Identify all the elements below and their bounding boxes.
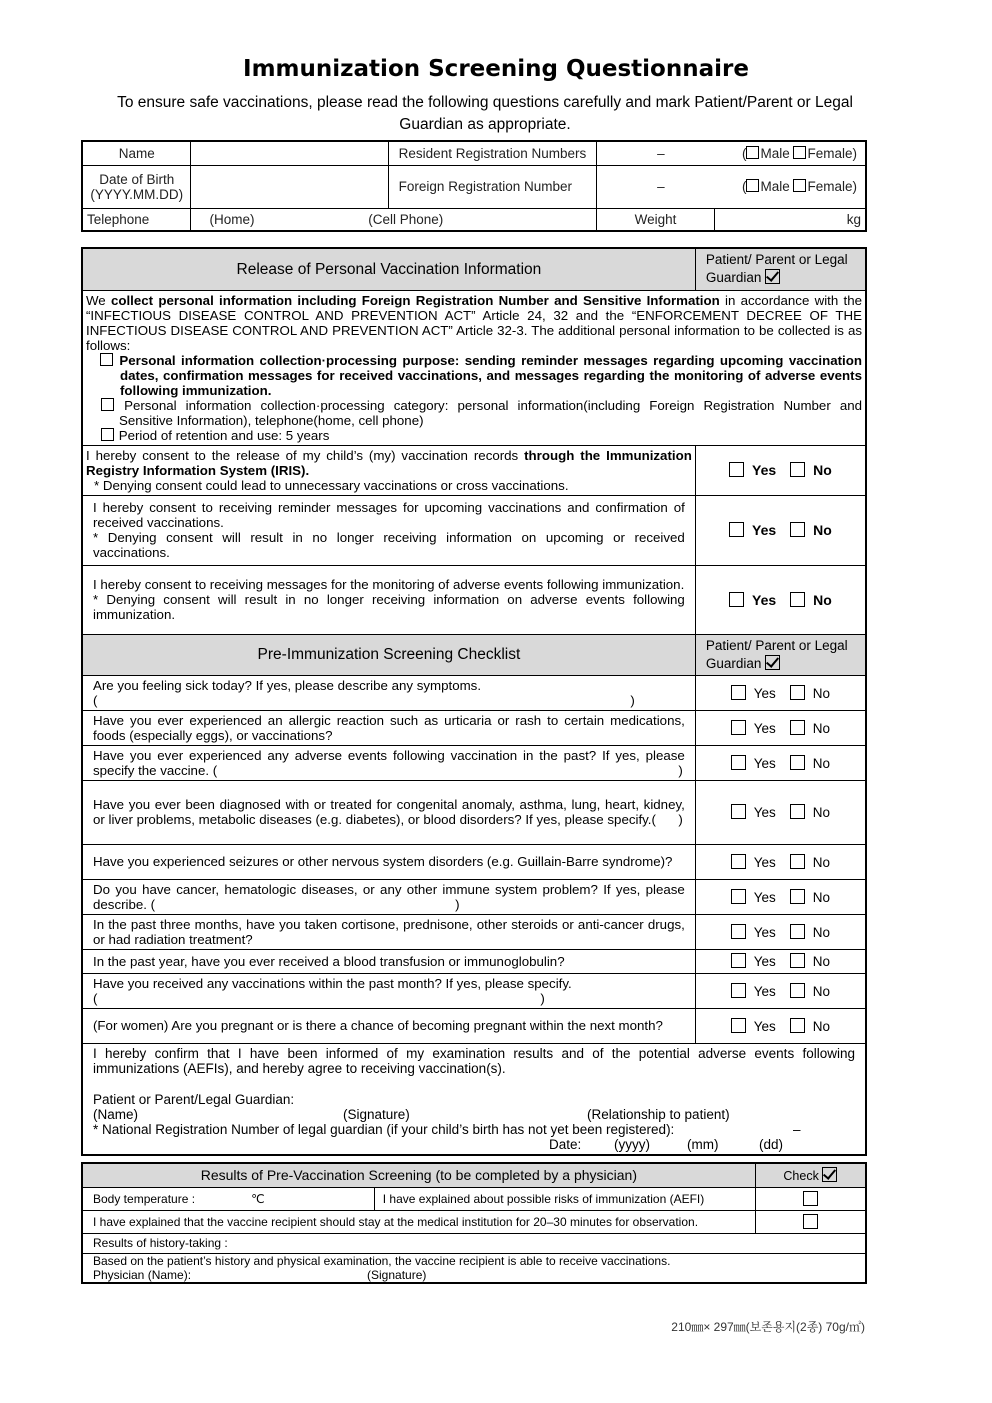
female-label: Female <box>807 179 853 194</box>
consent-reminder-no-checkbox[interactable] <box>790 522 805 537</box>
question-10-yes-no: Yes No <box>695 1008 866 1043</box>
results-header: Results of Pre-Vaccination Screening (to be completed by a physician) <box>82 1163 755 1187</box>
release-item-category: Personal information collection·processing category: personal information(including Foreign Registration Number and Sensitive Information), telephone(home, cell phone) <box>86 398 862 428</box>
question-2-yes-no: Yes No <box>695 710 866 745</box>
item-purpose-checkbox[interactable] <box>100 353 113 366</box>
frn-sex-select: ( Male Female) <box>741 179 857 194</box>
consent-reminder-yes-checkbox[interactable] <box>729 522 744 537</box>
explained-risks-cell <box>755 1187 866 1210</box>
telephone-label: Telephone <box>82 208 191 231</box>
guardian-label: Patient or Parent/Legal Guardian: <box>93 1091 295 1107</box>
confirmation-block <box>82 1043 866 1155</box>
question-10: (For women) Are you pregnant or is there a chance of becoming pregnant within the next month? <box>82 1008 695 1043</box>
consent-reminder-yes-no: Yes No <box>695 495 866 565</box>
checklist-header: Pre-Immunization Screening Checklist <box>82 634 695 675</box>
rrn-field[interactable] <box>597 141 866 165</box>
dob-label: Date of Birth (YYYY.MM.DD) <box>82 165 191 208</box>
results-check-header: Check <box>755 1163 866 1187</box>
q5-no-checkbox[interactable] <box>790 854 805 869</box>
q5-yes-checkbox[interactable] <box>731 854 746 869</box>
nrn-line[interactable]: * National Registration Number of legal guardian (if your child’s birth has not yet been registered): – <box>93 1121 801 1137</box>
kg-unit: kg <box>846 211 861 227</box>
signature-line[interactable]: (Name) (Signature) (Relationship to patient) <box>93 1106 730 1122</box>
release-info-text: We collect personal information including Foreign Registration Number and Sensitive Information in accordance with the “INFECTIOUS DISEASE CONTROL AND PREVENTION ACT” Article 24, 32 and the “ENFORCEMENT DECREE OF THE INFECTIOUS DISEASE CONTROL AND PREVENTION ACT” Article 32-3. The additional personal information to be collected is as follows: Personal information collection·processing purpose: sending reminder messages regarding upcoming vaccination dates, confirmation messages for received vaccinations, and messages regarding the monitoring of adverse events following immunization. Personal information collection·processing category: personal information(including Foreign Registration Number and Sensitive Information), telephone(home, cell phone) Period of retention and use: 5 years <box>82 290 866 445</box>
frn-label: Foreign Registration Number <box>388 165 597 208</box>
question-2: Have you ever experienced an allergic reaction such as urticaria or rash to certain medications, foods (especially eggs), or vaccinations? <box>82 710 695 745</box>
question-6: Do you have cancer, hematologic diseases, or any other immune system problem? If yes, please describe. ( ) <box>82 879 695 914</box>
physician-results-table <box>81 1162 867 1284</box>
q4-no-checkbox[interactable] <box>790 804 805 819</box>
dob-field[interactable] <box>191 165 388 208</box>
q9-no-checkbox[interactable] <box>790 983 805 998</box>
consent-iris-no-checkbox[interactable] <box>790 462 805 477</box>
female-label: Female <box>807 145 853 161</box>
frn-male-checkbox[interactable] <box>746 179 759 192</box>
physician-signature-line[interactable]: Physician (Name): (Signature) <box>93 1267 427 1282</box>
release-item-purpose: Personal information collection·processing purpose: sending reminder messages regarding upcoming vaccination dates, confirmation messages for received vaccinations, and messages regarding the monitoring of adverse events following immunization. <box>86 353 862 398</box>
weight-label: Weight <box>597 208 715 231</box>
q3-no-checkbox[interactable] <box>790 755 805 770</box>
consent-iris-yes-no: Yes No <box>695 445 866 495</box>
question-4: Have you ever been diagnosed with or treated for congenital anomaly, asthma, lung, heart, kidney, or liver problems, metabolic diseases (e.g. diabetes), or blood disorders? If yes, please specify.( ) <box>82 780 695 844</box>
question-9: Have you received any vaccinations within the past month? If yes, please specify. ( ) <box>82 973 695 1008</box>
q8-yes-checkbox[interactable] <box>731 953 746 968</box>
body-temperature-field[interactable]: Body temperature : ℃ <box>82 1187 374 1210</box>
q3-yes-checkbox[interactable] <box>731 755 746 770</box>
question-5-yes-no: Yes No <box>695 844 866 879</box>
consent-iris-yes-checkbox[interactable] <box>729 462 744 477</box>
consent-adverse: I hereby consent to receiving messages for the monitoring of adverse events following immunization. * Denying consent will result in no longer receiving information on adverse events following immunization. <box>82 565 695 634</box>
weight-field[interactable] <box>714 208 866 231</box>
page-subtitle: To ensure safe vaccinations, please read the following questions carefully and mark Patient/Parent or Legal Guardian as appropriate. <box>117 94 853 133</box>
q6-no-checkbox[interactable] <box>790 889 805 904</box>
explained-risks-label: I have explained about possible risks of immunization (AEFI) <box>374 1187 755 1210</box>
confirmation-text: I hereby confirm that I have been informed of my examination results and of the potential adverse events following immunizations (AEFIs), and hereby agree to receiving vaccination(s). <box>93 1045 855 1076</box>
question-3: Have you ever experienced any adverse events following vaccination in the past? If yes, please specify the vaccine. ( ) <box>82 745 695 780</box>
q9-yes-checkbox[interactable] <box>731 983 746 998</box>
physician-approval: Based on the patient’s history and physical examination, the vaccine recipient is able to receive vaccinations. Physician (Name): (Signature) <box>82 1253 866 1283</box>
male-label: Male <box>760 179 790 194</box>
checkmark-icon <box>765 655 780 670</box>
frn-field[interactable] <box>597 165 866 208</box>
rrn-sex-select: ( Male Female) <box>741 145 857 161</box>
consent-reminder: I hereby consent to receiving reminder messages for upcoming vaccinations and confirmation of received vaccinations. * Denying consent will result in no longer receiving information on upcoming or received vaccinations. <box>82 495 695 565</box>
rrn-female-checkbox[interactable] <box>793 146 806 159</box>
item-retention-checkbox[interactable] <box>101 428 114 441</box>
release-header: Release of Personal Vaccination Information <box>82 248 695 290</box>
release-item-retention: Period of retention and use: 5 years <box>86 428 862 443</box>
question-7-yes-no: Yes No <box>695 914 866 949</box>
consent-adverse-no-checkbox[interactable] <box>790 592 805 607</box>
q10-no-checkbox[interactable] <box>790 1018 805 1033</box>
explained-stay-checkbox[interactable] <box>803 1214 818 1229</box>
q10-yes-checkbox[interactable] <box>731 1018 746 1033</box>
paper-spec-footer: 210㎜× 297㎜(보존용지(2종) 70g/㎡) <box>671 1320 865 1334</box>
question-7: In the past three months, have you taken cortisone, prednisone, other steroids or anti-cancer drugs, or had radiation treatment? <box>82 914 695 949</box>
question-9-yes-no: Yes No <box>695 973 866 1008</box>
explained-stay-label: I have explained that the vaccine recipient should stay at the medical institution for 20–30 minutes for observation. <box>82 1210 755 1233</box>
q2-yes-checkbox[interactable] <box>731 720 746 735</box>
rrn-dash: – <box>657 145 665 161</box>
name-label: Name <box>82 141 191 165</box>
male-label: Male <box>760 145 790 161</box>
consent-adverse-yes-checkbox[interactable] <box>729 592 744 607</box>
checklist-guardian-header: Patient/ Parent or Legal Guardian <box>695 634 866 675</box>
question-3-yes-no: Yes No <box>695 745 866 780</box>
rrn-label: Resident Registration Numbers <box>388 141 597 165</box>
explained-risks-checkbox[interactable] <box>803 1191 818 1206</box>
explained-stay-cell <box>755 1210 866 1233</box>
q1-no-checkbox[interactable] <box>790 685 805 700</box>
page-title: Immunization Screening Questionnaire <box>243 56 749 82</box>
question-1-yes-no: Yes No <box>695 675 866 710</box>
q7-no-checkbox[interactable] <box>790 924 805 939</box>
item-category-checkbox[interactable] <box>101 398 114 411</box>
consent-iris: I hereby consent to the release of my child’s (my) vaccination records through the Immunization Registry Information System (IRIS). * Denying consent could lead to unnecessary vaccinations or cross vaccinations. <box>82 445 695 495</box>
date-line[interactable]: Date: (yyyy) (mm) (dd) <box>549 1136 784 1152</box>
question-1: Are you feeling sick today? If yes, please describe any symptoms. ( ) <box>82 675 695 710</box>
release-guardian-header: Patient/ Parent or Legal Guardian <box>695 248 866 290</box>
question-4-yes-no: Yes No <box>695 780 866 844</box>
q2-no-checkbox[interactable] <box>790 720 805 735</box>
question-5: Have you experienced seizures or other nervous system disorders (e.g. Guillain-Barre syndrome)? <box>82 844 695 879</box>
frn-female-checkbox[interactable] <box>793 179 806 192</box>
frn-dash: – <box>657 179 665 194</box>
question-8-yes-no: Yes No <box>695 949 866 973</box>
consent-adverse-yes-no: Yes No <box>695 565 866 634</box>
q8-no-checkbox[interactable] <box>790 953 805 968</box>
q4-yes-checkbox[interactable] <box>731 804 746 819</box>
personal-info-table <box>81 140 867 232</box>
checkmark-icon <box>765 269 780 284</box>
consent-checklist-table <box>81 247 867 1156</box>
checkmark-icon <box>822 1167 837 1182</box>
rrn-male-checkbox[interactable] <box>746 146 759 159</box>
telephone-field[interactable] <box>191 208 597 231</box>
history-taking-field[interactable]: Results of history-taking : <box>82 1233 866 1253</box>
cell-phone-label: (Cell Phone) <box>368 211 444 227</box>
name-field[interactable] <box>191 141 388 165</box>
q7-yes-checkbox[interactable] <box>731 924 746 939</box>
question-6-yes-no: Yes No <box>695 879 866 914</box>
question-8: In the past year, have you ever received a blood transfusion or immunoglobulin? <box>82 949 695 973</box>
q1-yes-checkbox[interactable] <box>731 685 746 700</box>
q6-yes-checkbox[interactable] <box>731 889 746 904</box>
home-phone-label: (Home) <box>209 211 255 227</box>
